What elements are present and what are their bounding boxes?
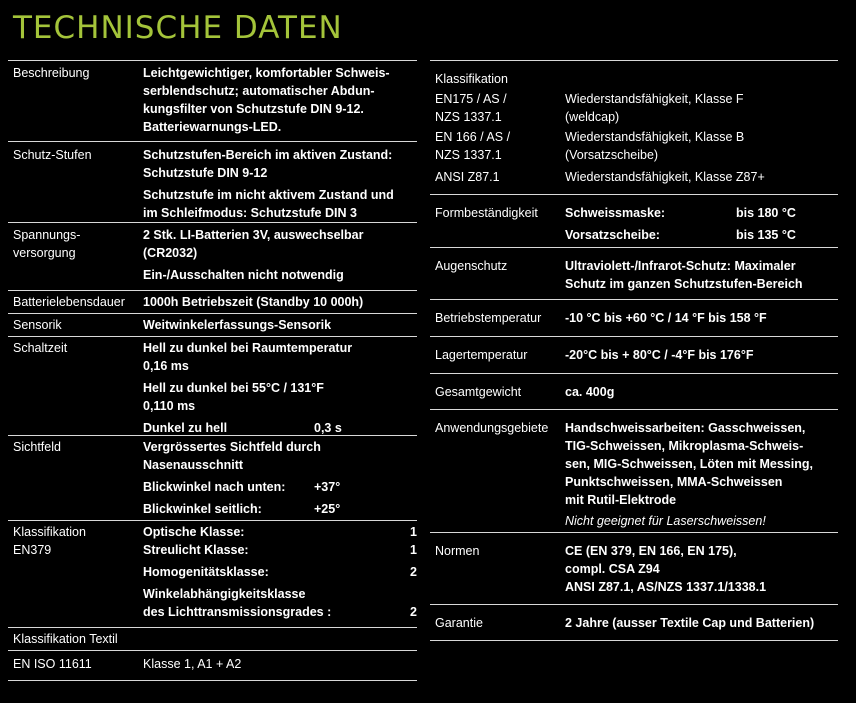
- spec-row-sensorik: [8, 314, 417, 336]
- spec-row-lager: [430, 337, 838, 373]
- spec-value: 2 Jahre (ausser Textile Cap und Batterien): [565, 616, 815, 630]
- spec-label: Schaltzeit: [13, 341, 68, 355]
- value-line: Schutzstufe DIN 9-12: [143, 166, 268, 180]
- spec-value: -10 °C bis +60 °C / 14 °F bis 158 °F: [565, 311, 767, 325]
- value-line: Vergrössertes Sichtfeld durch: [143, 440, 321, 454]
- spec-row-en175: [430, 90, 838, 126]
- value-line: Leichtgewichtiger, komfortabler Schweis-: [143, 66, 390, 80]
- spec-row-spannung: [8, 223, 417, 286]
- value-line: Hell zu dunkel bei 55°C / 131°F: [143, 381, 324, 395]
- right-spec-table: [430, 60, 838, 641]
- spec-row-betrieb: [430, 300, 838, 336]
- class-line: Streulicht Klasse: 1: [143, 543, 417, 557]
- spec-row-beschreibung: [8, 61, 417, 132]
- spec-row-en166: [430, 128, 838, 164]
- page-title: TECHNISCHE DATEN: [13, 10, 343, 46]
- spec-label: Klassifikation: [435, 72, 508, 86]
- value-number: +37°: [314, 480, 341, 494]
- spec-label: Normen: [435, 544, 480, 558]
- spec-label: Lagertemperatur: [435, 348, 528, 362]
- value-line: Ein-/Ausschalten nicht notwendig: [143, 268, 344, 282]
- value-line: 2 Stk. LI-Batterien 3V, auswechselbar: [143, 228, 364, 242]
- spec-row-garantie: [430, 605, 838, 640]
- divider: [430, 640, 838, 641]
- spec-row-sichtfeld: [8, 436, 417, 518]
- value-line: Schutzstufe im nicht aktivem Zustand und: [143, 188, 394, 202]
- spec-value: Schweissmaske: bis 180 °C Vorsatzscheibe: bis 135 °C: [565, 206, 796, 242]
- spec-label: Garantie: [435, 616, 483, 630]
- spec-value: Ultraviolett-/Infrarot-Schutz: Maximaler Schutz im ganzen Schutzstufen-Bereich: [565, 259, 803, 291]
- spec-label: Batterielebensdauer: [13, 295, 125, 309]
- left-spec-table: [8, 60, 417, 681]
- spec-value: Wiederstandsfähigkeit, Klasse F (weldcap): [565, 92, 744, 124]
- spec-value: [143, 226, 417, 286]
- spec-row-form: [430, 195, 838, 247]
- value-line: serblendschutz; automatischer Abdun-: [143, 84, 375, 98]
- spec-row-schaltzeit: [8, 337, 417, 435]
- spec-row-ansi: [430, 168, 838, 194]
- spec-label: Sichtfeld: [13, 440, 61, 454]
- class-line: Optische Klasse: 1: [143, 525, 417, 539]
- value-line: kungsfilter von Schutzstufe DIN 9-12.: [143, 102, 364, 116]
- value-line: Batteriewarnungs-LED.: [143, 120, 282, 134]
- spec-value: CE (EN 379, EN 166, EN 175), compl. CSA Z94 ANSI Z87.1, AS/NZS 1337.1/1338.1: [565, 544, 767, 594]
- spec-value: [143, 146, 417, 219]
- spec-label: Sensorik: [13, 318, 62, 332]
- spec-row-normen: [430, 533, 838, 604]
- spec-value: Klasse 1, A1 + A2: [143, 657, 242, 671]
- spec-value: Wiederstandsfähigkeit, Klasse B (Vorsatzscheibe): [565, 130, 745, 162]
- value-line: (CR2032): [143, 246, 198, 260]
- spec-row-schutzstufen: [8, 142, 417, 219]
- note-text: Nicht geeignet für Laserschweissen!: [565, 514, 766, 528]
- value-line: Schutzstufen-Bereich im aktiven Zustand:: [143, 148, 393, 162]
- value-line: 0,110 ms: [143, 399, 196, 413]
- spec-value: [143, 64, 417, 132]
- spec-label: Spannungs- versorgung: [13, 228, 81, 260]
- spec-row-augenschutz: [430, 248, 838, 299]
- value-number: 0,3 s: [314, 421, 342, 435]
- class-line: Winkelabhängigkeitsklasse des Lichttransmissionsgrades : 2: [143, 587, 417, 619]
- spec-row-batterie: [8, 291, 417, 313]
- class-line: Homogenitätsklasse: 2: [143, 565, 417, 579]
- spec-label: EN 166 / AS / NZS 1337.1: [435, 130, 511, 162]
- spec-label: Klassifikation EN379: [13, 525, 86, 557]
- spec-label: Beschreibung: [13, 66, 90, 80]
- value-line: Nasenausschnitt: [143, 458, 244, 472]
- divider: [8, 680, 417, 681]
- spec-label: Anwendungsgebiete: [435, 421, 549, 435]
- spec-label: EN ISO 11611: [13, 657, 92, 671]
- spec-row-klassifikation-en379: [8, 521, 417, 625]
- spec-row-anwendung: [430, 410, 838, 532]
- value-line: im Schleifmodus: Schutzstufe DIN 3: [143, 206, 357, 220]
- spec-label: Schutz-Stufen: [13, 148, 92, 162]
- spec-value: Handschweissarbeiten: Gasschweissen, TIG-Schweissen, Mikroplasma-Schweis- sen, MIG-Schweissen, Löten mit Messing, Punktschweissen, MMA-Schweissen mit Rutil-Elektrode Nicht geeignet für Laserschweissen!: [565, 419, 838, 532]
- spec-label: Augenschutz: [435, 259, 508, 273]
- spec-value: ca. 400g: [565, 385, 615, 399]
- spec-value: Weitwinkelerfassungs-Sensorik: [143, 318, 332, 332]
- spec-value: Wiederstandsfähigkeit, Klasse Z87+: [565, 170, 765, 184]
- spec-label: Klassifikation Textil: [13, 632, 118, 646]
- spec-value: 1000h Betriebszeit (Standby 10 000h): [143, 295, 364, 309]
- value-line: 0,16 ms: [143, 359, 189, 373]
- spec-label: Formbeständigkeit: [435, 206, 538, 220]
- spec-value: [143, 523, 417, 625]
- spec-row-gewicht: [430, 374, 838, 409]
- spec-label: Gesamtgewicht: [435, 385, 522, 399]
- spec-row-textil: [8, 651, 417, 677]
- spec-value: -20°C bis + 80°C / -4°F bis 176°F: [565, 348, 754, 362]
- spec-label: EN175 / AS / NZS 1337.1: [435, 92, 507, 124]
- spec-value: [143, 339, 417, 435]
- spec-value: [143, 438, 417, 518]
- value-label: Dunkel zu hell: [143, 421, 228, 435]
- spec-label: Betriebstemperatur: [435, 311, 542, 325]
- value-number: +25°: [314, 502, 341, 516]
- value-label: Blickwinkel nach unten:: [143, 480, 286, 494]
- value-line: Hell zu dunkel bei Raumtemperatur: [143, 341, 353, 355]
- spec-label: ANSI Z87.1: [435, 170, 500, 184]
- value-label: Blickwinkel seitlich:: [143, 502, 262, 516]
